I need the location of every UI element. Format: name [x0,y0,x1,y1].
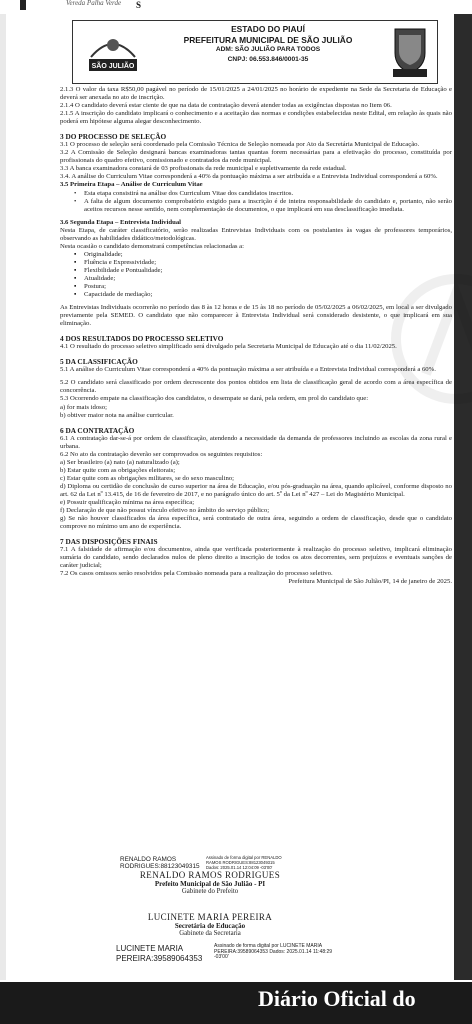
competency-item: ▪ Originalidade; [84,251,452,259]
section-4-heading: 4 DOS RESULTADOS DO PROCESSO SELETIVO [60,334,224,344]
section-3-heading: 3 DO PROCESSO DE SELEÇÃO [60,132,167,142]
signer-name-mayor: RENALDO RAMOS RODRIGUES [139,870,281,880]
clause-3-6-intro: Nesta ocasião o candidato demonstrará competências relacionadas a: [60,242,245,250]
page-right-edge [454,0,472,980]
state-name: ESTADO DO PIAUÍ [231,24,305,34]
top-strip [0,0,472,14]
letterhead [72,20,438,84]
svg-text:SÃO JULIÃO: SÃO JULIÃO [91,63,135,70]
signature-stamp: Assinado de forma digital por LUCINETE MARIA PEREIRA:39589064353 Dados: 2025.01.14 11:48:29 -03'00' [214,943,333,961]
stage-one-item: • Esta etapa consistirá na análise dos Curriculum Vitae dos candidatos inscritos. [84,190,452,198]
clause-2-1-4: 2.1.4 O candidato deverá estar ciente de que na data de contratação deverá atender todas as exigências dispostas no Item 06. [60,102,392,110]
signer-role-secretary: Secretária de Educação [174,922,246,930]
section-5-heading: 5 DA CLASSIFICAÇÃO [60,357,138,367]
competency-item: ▪ Capacidade de mediação; [84,291,452,299]
competency-item: ▪ Flexibilidade e Pontualidade; [84,267,452,275]
signer-id: LUCINETE MARIA PEREIRA:39589064353 [116,944,203,963]
municipal-crest-right [389,23,431,79]
requirement-item: a) Ser brasileiro (a) nato (a) naturalizado (a); [60,458,180,466]
requirement-item: b) Estar quite com as obrigações eleitorais; [60,466,176,474]
requirement-item: g) Se não houver classificados da área específica, será contratado de outra área, seguindo a ordem de classificação, desde que o candidato comprove no mínimo um ano de experiência. [60,515,452,531]
strip-mark: Vereda Palha Verde [66,0,122,7]
footer-title: Diário Oficial do [258,986,416,1011]
prefecture-name: PREFEITURA MUNICIPAL DE SÃO JULIÃO [183,35,353,45]
tiebreak-a: a) for mais idoso; [60,403,107,411]
stage-one-list [60,190,452,214]
document-page [56,14,454,979]
clause-5-3: 5.3 Ocorrendo empate na classificação dos candidatos, o desempate se dará, pela ordem, em prol do candidato que: [60,395,369,403]
issue-date: Prefeitura Municipal de São Julião/PI, 14 de janeiro de 2025. [288,578,452,586]
clause-3-6-heading: 3.6 Segunda Etapa – Entrevista Individual [60,218,182,226]
clause-3-1: 3.1 O processo de seleção será coordenado pela Comissão Técnica de Seleção nomeada por Ato da Secretária Municipal de Educação. [60,141,420,149]
administration-slogan: ADM: SÃO JULIÃO PARA TODOS [215,46,321,53]
section-7-heading: 7 DAS DISPOSIÇÕES FINAIS [60,537,158,547]
document-body [60,86,452,586]
signer-dept-secretary: Gabinete da Secretaria [179,930,241,937]
clause-3-3: 3.3 A banca examinadora constará de 03 profissionais da rede municipal e supletivamente da rede estadual. [60,165,347,173]
clause-7-2: 7.2 Os casos omissos serão resolvidos pela Comissão nomeada para a realização do processo seletivo. [60,570,333,578]
requirement-item: e) Possuir qualificação mínima na área específica; [60,498,195,506]
letterhead-title-block [153,24,383,65]
requirement-item: c) Estar quite com as obrigações militares, se do sexo masculino; [60,474,235,482]
interview-schedule: As Entrevistas Individuais ocorrerão no período das 8 às 12 horas e de 15 às 18 no período de 05/02/2025 a 06/02/2025, em local a ser divulgado previamente pela SEMED. O candidato que não comparecer à Entrevista Individual será considerado desistente, o que implicará em sua eliminação. [60,304,452,328]
clause-5-1: 5.1 A análise do Curriculum Vitae corresponderá a 40% da pontuação máxima a ser atribuída e a Entrevista Individual corresponderá a 60%. [60,366,436,374]
municipal-logo-left [81,25,145,79]
page-left-edge [0,0,6,980]
strip-letter: S [136,0,142,10]
stage-one-item: • A falta de algum documento comprobatório exigido para a inscrição é de inteira responsabilidade do candidato e, portanto, não serão aceitos recursos nesse sentido, nem complementação de documentos, o que implicará em sua desclassificação imediata. [84,198,452,214]
section-6-heading: 6 DA CONTRATAÇÃO [60,425,135,435]
clause-3-2: 3.2 A Comissão de Seleção designará bancas examinadoras tantas quantas forem necessárias para a efetivação do processo, constituída por profissionais do quadro efetivo, comissionado e contratados da rede municipal. [60,149,452,165]
clause-6-1: 6.1 A contratação dar-se-á por ordem de classificação, atendendo a necessidade da demanda de professores incluindo as escolas da zona rural e urbana. [60,434,452,450]
signer-id: RENALDO RAMOS RODRIGUES:88123049315 [120,856,200,870]
footer-banner [0,982,472,1024]
competencies-list [60,251,452,299]
clause-7-1: 7.1 A falsidade de afirmação e/ou documentos, ainda que verificada posteriormente à realização do processo seletivo, implicará eliminação sumária do candidato, sendo declarados nulos de pleno direito a inscrição de todos os atos decorrentes, sem prejuízos e eventuais sanções de caráter judicial; [60,546,452,570]
clause-4-1: 4.1 O resultado do processo seletivo simplificado será divulgado pela Secretaria Municipal de Educação até o dia 11/02/2025. [60,343,397,351]
signer-name-secretary: LUCINETE MARIA PEREIRA [147,912,273,922]
requirement-item: f) Declaração de que não possui vínculo efetivo no âmbito do serviço público; [60,507,270,515]
competency-item: ▪ Fluência e Expressividade; [84,259,452,267]
signer-dept-mayor: Gabinete do Prefeito [181,888,239,895]
strip-block-left [20,0,26,10]
tiebreak-b: b) obtiver maior nota na análise curricular. [60,411,174,419]
clause-6-2: 6.2 No ato da contratação deverão ser comprovados os seguintes requisitos: [60,450,263,458]
requirement-item: d) Diploma ou certidão de conclusão de curso superior na área de Educação, e/ou pós-graduação na área, quando aplicável, conforme disposto no art. 62 da Lei nº 13.415, de 16 de fevereiro de 2017, e no parágrafo único do art. 5º da Lei nº 427 – Lei do Magistério Municipal. [60,482,452,498]
clause-2-1-5: 2.1.5 A inscrição do candidato implicará o conhecimento e a aceitação das normas e condições estabelecidas neste Edital, em relação às quais não poderá em hipótese alguma alegar desconhecimento. [60,110,452,126]
clause-3-4: 3.4. A análise do Curriculum Vitae corresponderá a 40% da pontuação máxima a ser atribuída e a Entrevista Individual corresponderá a 60%. [60,173,438,181]
clause-3-6: Nesta Etapa, de caráter classificatório, serão realizadas Entrevistas Individuais com os postulantes às vagas de professores temporários, observando as habilidades didático/metodológicas. [60,226,452,242]
clause-5-2: 5.2 O candidato será classificado por ordem decrescente dos pontos obtidos em lista de classificação geral de acordo com a área específica de concorrência. [60,379,452,395]
clause-3-5-heading: 3.5 Primeira Etapa – Análise de Curriculum Vitae [60,181,203,189]
competency-item: ▪ Postura; [84,283,452,291]
signature-stamp: Assinado de forma digital por RENALDO RAMOS RODRIGUES:88123049315 Dados: 2025.01.14 12:04:09 -03'00' [206,855,282,870]
competency-item: ▪ Atualidade; [84,275,452,283]
cnpj: CNPJ: 06.553.846/0001-35 [227,56,309,63]
clause-2-1-3: 2.1.3 O valor da taxa R$50,00 pagável no período de 15/01/2025 a 24/01/2025 no horário de expediente na Sede da Secretaria de Educação e deverá ser anexada no ato de inscrição. [60,86,452,102]
signer-role-mayor: Prefeito Municipal de São Julião - PI [154,880,266,888]
